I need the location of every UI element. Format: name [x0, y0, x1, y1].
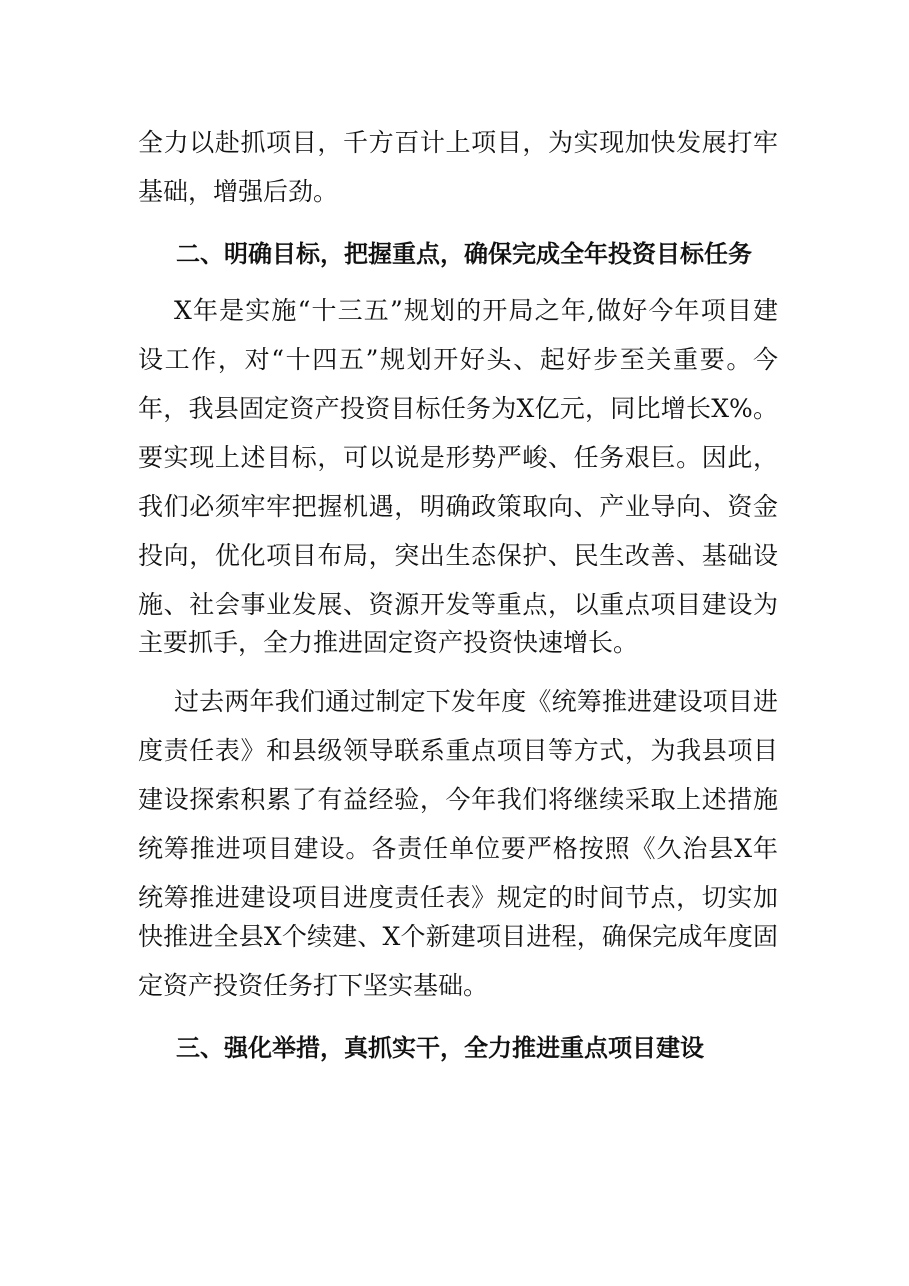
paragraph-line: 统筹推进建设项目进度责任表》规定的时间节点，切实加: [138, 883, 778, 912]
paragraph-line: X年是实施“十三五”规划的开局之年,做好今年项目建: [174, 296, 778, 325]
paragraph-line: 全力以赴抓项目，千方百计上项目，为实现加快发展打牢: [138, 128, 778, 157]
paragraph-line: 年，我县固定资产投资目标任务为X亿元，同比增长X%。: [138, 394, 778, 423]
paragraph-line: 定资产投资任务打下坚实基础。: [138, 971, 489, 1000]
paragraph-line: 要实现上述目标，可以说是形势严峻、任务艰巨。因此，: [138, 443, 778, 472]
section-heading-2: 二、明确目标，把握重点，确保完成全年投资目标任务: [176, 240, 752, 268]
paragraph-line: 主要抓手，全力推进固定资产投资快速增长。: [138, 628, 639, 657]
paragraph-line: 统筹推进项目建设。各责任单位要严格按照《久治县X年: [138, 834, 778, 863]
paragraph-line: 设工作，对“十四五”规划开好头、起好步至关重要。今: [138, 345, 778, 374]
paragraph-line: 建设探索积累了有益经验，今年我们将继续采取上述措施: [138, 785, 778, 814]
paragraph-line: 投向，优化项目布局，突出生态保护、民生改善、基础设: [138, 541, 778, 570]
paragraph-line: 度责任表》和县级领导联系重点项目等方式，为我县项目: [138, 736, 778, 765]
paragraph-line: 施、社会事业发展、资源开发等重点，以重点项目建设为: [138, 590, 778, 619]
paragraph-line: 快推进全县X个续建、X个新建项目进程，确保完成年度固: [138, 922, 778, 951]
paragraph-line: 我们必须牢牢把握机遇，明确政策取向、产业导向、资金: [138, 492, 778, 521]
paragraph-line: 基础，增强后劲。: [138, 177, 339, 206]
paragraph-line: 过去两年我们通过制定下发年度《统筹推进建设项目进: [174, 687, 778, 716]
section-heading-3: 三、强化举措，真抓实干，全力推进重点项目建设: [176, 1034, 704, 1062]
